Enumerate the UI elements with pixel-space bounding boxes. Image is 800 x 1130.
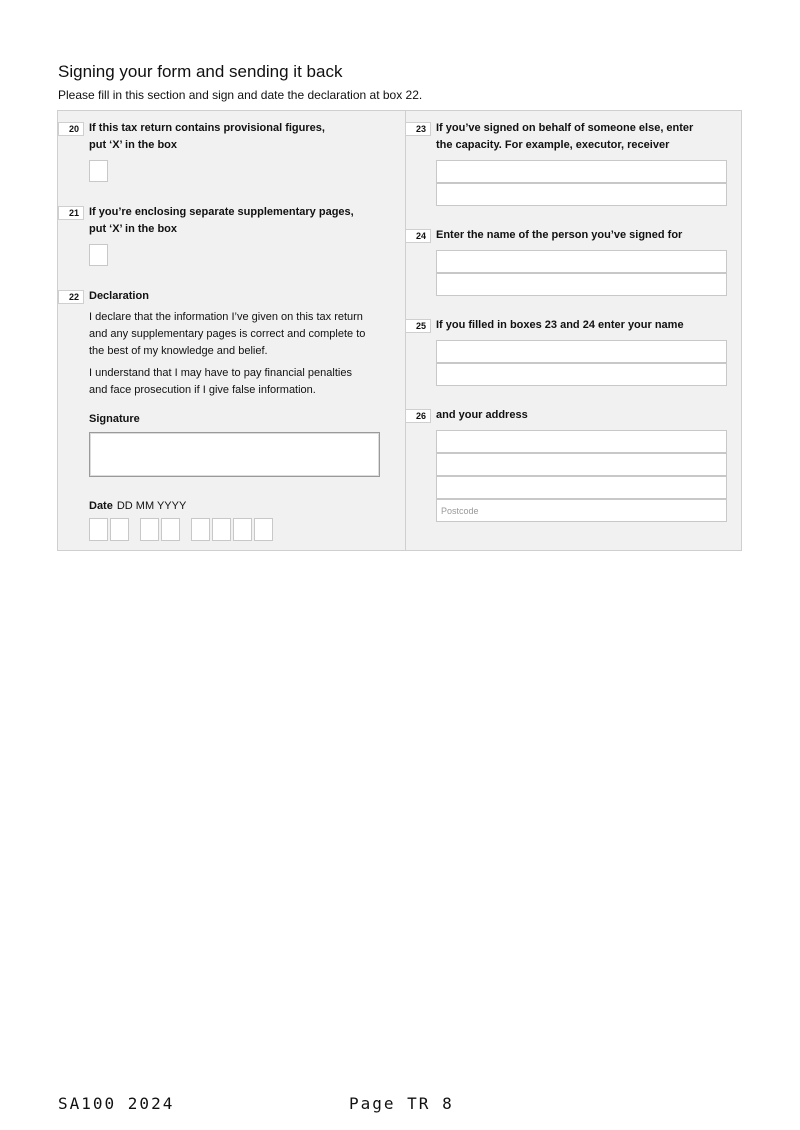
declaration-heading: Declaration bbox=[89, 290, 149, 302]
signature-label: Signature bbox=[89, 413, 140, 425]
box-24-question: Enter the name of the person you’ve signed for bbox=[436, 229, 683, 241]
declaration-line: and face prosecution if I give false information. bbox=[89, 384, 316, 396]
date-label: Date bbox=[89, 500, 113, 512]
page-title: Signing your form and sending it back bbox=[58, 62, 343, 81]
date-year-digit-2[interactable] bbox=[212, 518, 231, 541]
declaration-line: and any supplementary pages is correct and complete to bbox=[89, 328, 366, 340]
date-day-digit-1[interactable] bbox=[89, 518, 108, 541]
date-day-digit-2[interactable] bbox=[110, 518, 129, 541]
signed-for-name-line-1[interactable] bbox=[436, 250, 727, 273]
page-subtitle: Please fill in this section and sign and date the declaration at box 22. bbox=[58, 88, 423, 102]
box-number-24: 24 bbox=[405, 229, 431, 243]
date-month-digit-1[interactable] bbox=[140, 518, 159, 541]
box-21-question-line1: If you’re enclosing separate supplementary pages, bbox=[89, 206, 354, 218]
box-number-26: 26 bbox=[405, 409, 431, 423]
signature-box[interactable] bbox=[89, 432, 380, 477]
box-25-question: If you filled in boxes 23 and 24 enter your name bbox=[436, 319, 684, 331]
form-id: SA100 2024 bbox=[58, 1094, 175, 1113]
date-year-digit-4[interactable] bbox=[254, 518, 273, 541]
declaration-line: I understand that I may have to pay financial penalties bbox=[89, 367, 352, 379]
provisional-figures-checkbox[interactable] bbox=[89, 160, 108, 182]
address-line-3[interactable] bbox=[436, 476, 727, 499]
date-label-group bbox=[89, 500, 186, 512]
box-23-question bbox=[436, 120, 693, 154]
declaration-line: I declare that the information I’ve given on this tax return bbox=[89, 311, 363, 323]
date-year-digit-1[interactable] bbox=[191, 518, 210, 541]
date-month-digit-2[interactable] bbox=[161, 518, 180, 541]
declaration-line: the best of my knowledge and belief. bbox=[89, 345, 268, 357]
box-26-question: and your address bbox=[436, 409, 528, 421]
your-name-line-2[interactable] bbox=[436, 363, 727, 386]
your-name-line-1[interactable] bbox=[436, 340, 727, 363]
box-20-question-line2: put ‘X’ in the box bbox=[89, 139, 177, 151]
box-21-question-line2: put ‘X’ in the box bbox=[89, 223, 177, 235]
box-number-20: 20 bbox=[58, 122, 84, 136]
capacity-field-line-1[interactable] bbox=[436, 160, 727, 183]
box-23-question-line1: If you’ve signed on behalf of someone else, enter bbox=[436, 122, 694, 134]
postcode-field[interactable] bbox=[436, 499, 727, 522]
box-number-21: 21 bbox=[58, 206, 84, 220]
address-line-2[interactable] bbox=[436, 453, 727, 476]
box-20-question bbox=[89, 120, 325, 154]
postcode-placeholder: Postcode bbox=[441, 506, 479, 516]
box-number-25: 25 bbox=[405, 319, 431, 333]
declaration-paragraph-2 bbox=[89, 365, 389, 399]
supplementary-pages-checkbox[interactable] bbox=[89, 244, 108, 266]
box-23-question-line2: the capacity. For example, executor, receiver bbox=[436, 139, 670, 151]
declaration-paragraph-1 bbox=[89, 309, 389, 360]
date-year-digit-3[interactable] bbox=[233, 518, 252, 541]
signed-for-name-line-2[interactable] bbox=[436, 273, 727, 296]
date-format-hint: DD MM YYYY bbox=[116, 500, 187, 512]
box-number-22: 22 bbox=[58, 290, 84, 304]
page-number: Page TR 8 bbox=[349, 1094, 454, 1113]
address-line-1[interactable] bbox=[436, 430, 727, 453]
box-20-question-line1: If this tax return contains provisional figures, bbox=[89, 122, 325, 134]
capacity-field-line-2[interactable] bbox=[436, 183, 727, 206]
box-21-question bbox=[89, 204, 354, 238]
box-number-23: 23 bbox=[405, 122, 431, 136]
